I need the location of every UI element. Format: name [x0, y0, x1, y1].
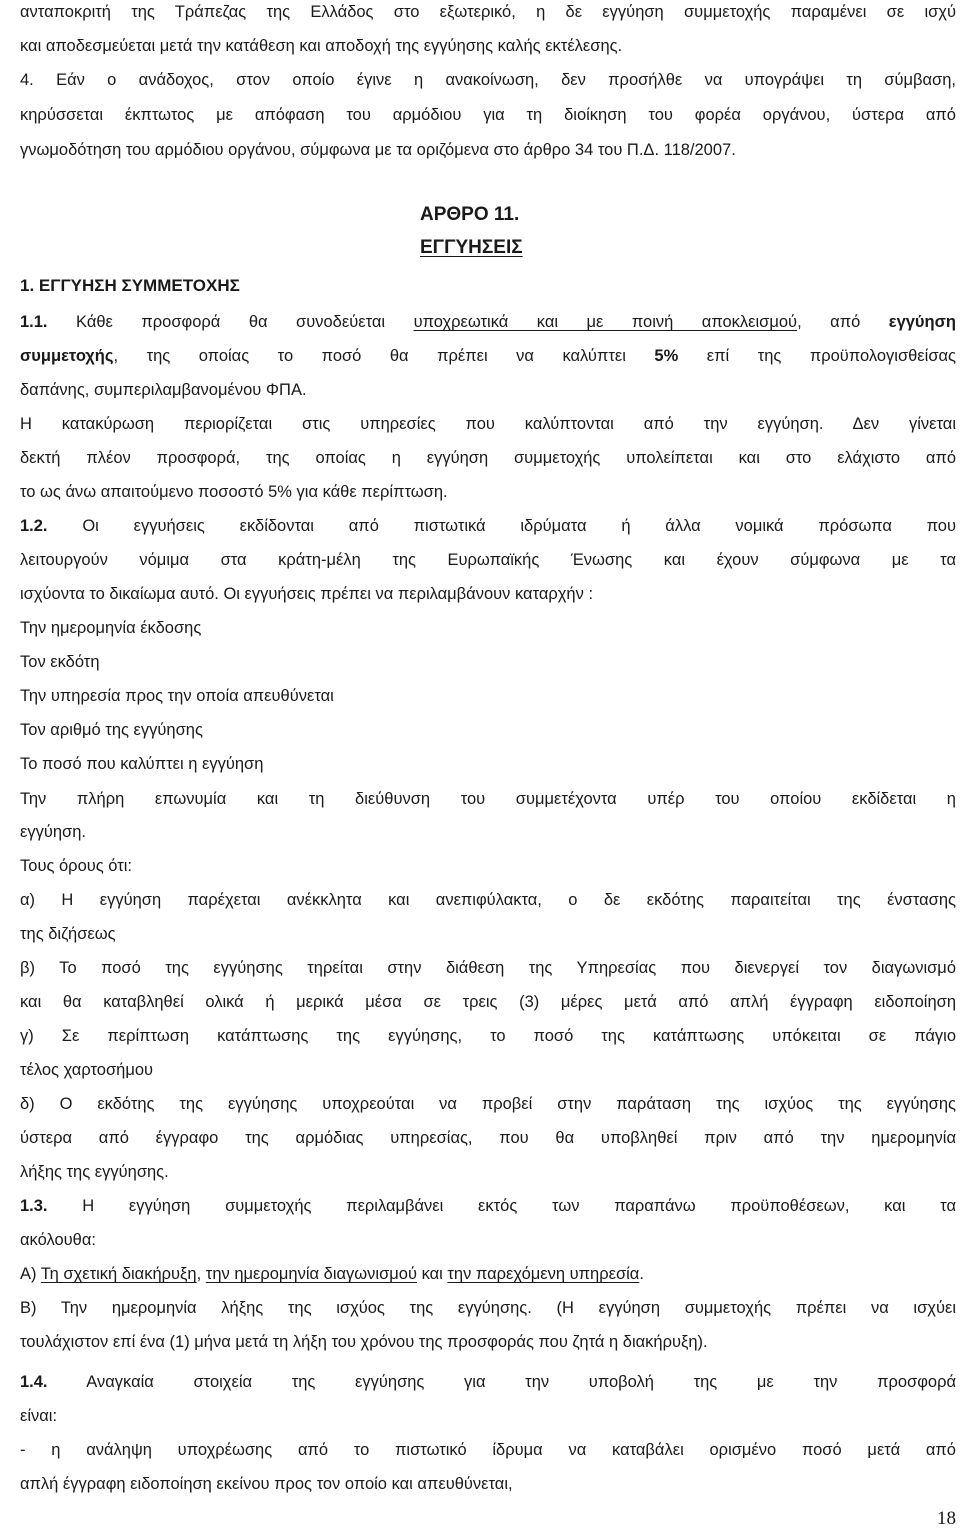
paragraph-1-3-item-b: Β) Την ημερομηνία λήξης της ισχύος της εγγύησης. (Η εγγύηση συμμετοχής πρέπει να ισχύει [20, 1299, 956, 1317]
text-line: ισχύοντα το δικαίωμα αυτό. Οι εγγυήσεις πρέπει να περιλαμβάνουν καταρχήν : [20, 585, 594, 603]
page-number: 18 [937, 1508, 956, 1529]
underlined-text: την παρεχόμενη υπηρεσία [447, 1265, 640, 1283]
list-item: Την ημερομηνία έκδοσης [20, 619, 202, 637]
term-a: α) Η εγγύηση παρέχεται ανέκκλητα και ανεπιφύλακτα, ο δε εκδότης παραιτείται της ένστασης [20, 891, 956, 909]
text-line: ακόλουθα: [20, 1231, 96, 1249]
paragraph-1-3-line [20, 1196, 956, 1216]
text-line: το ως άνω απαιτούμενο ποσοστό 5% για κάθε περίπτωση. [20, 483, 448, 501]
paragraph-number: 1.3. [20, 1197, 48, 1215]
list-item: Τον εκδότη [20, 653, 100, 671]
text-line: είναι: [20, 1407, 58, 1425]
list-item: Τον αριθμό της εγγύησης [20, 721, 203, 739]
article-subtitle: ΕΓΓΥΗΣΕΙΣ [420, 237, 523, 258]
text-line: και θα καταβληθεί ολικά ή μερικά μέσα σε τρεις (3) μέρες μετά από απλή έγγραφη ειδοποίηση [20, 993, 956, 1011]
text-span: και [416, 1265, 448, 1283]
text-span: Α) [20, 1265, 41, 1283]
text-line: λειτουργούν νόμιμα στα κράτη-μέλη της Ευρωπαϊκής Ένωσης και έχουν σύμφωνα με τα [20, 551, 956, 569]
underlined-text: την ημερομηνία διαγωνισμού [205, 1265, 417, 1283]
text-line: - η ανάληψη υποχρέωσης από το πιστωτικό ίδρυμα να καταβάλει ορισμένο ποσό μετά από [20, 1441, 956, 1459]
article-title: ΑΡΘΡΟ 11. [420, 204, 520, 225]
text-span: . [639, 1265, 644, 1283]
text-span: Οι εγγυήσεις εκδίδονται από πιστωτικά ιδρύματα ή άλλα νομικά πρόσωπα που [47, 517, 956, 535]
text-span: , της οποίας το ποσό θα πρέπει να καλύπτει [113, 347, 655, 365]
text-line: ανταποκριτή της Τράπεζας της Ελλάδος στο εξωτερικό, η δε εγγύηση συμμετοχής παραμένει σε ισχύ [20, 3, 956, 21]
text-line: της διζήσεως [20, 925, 116, 943]
paragraph-1-2-line [20, 516, 956, 536]
text-line: εγγύηση. [20, 823, 86, 841]
paragraph-number: 1.4. [20, 1373, 48, 1391]
paragraph-1-4-line [20, 1372, 956, 1392]
list-item: Την πλήρη επωνυμία και τη διεύθυνση του συμμετέχοντα υπέρ του οποίου εκδίδεται η [20, 790, 956, 808]
text-span: , [196, 1265, 206, 1283]
text-line: απλή έγγραφη ειδοποίηση εκείνου προς τον οποίο και απευθύνεται, [20, 1475, 513, 1493]
text-line: τουλάχιστον επί ένα (1) μήνα μετά τη λήξη του χρόνου της προσφοράς που ζητά η διακήρυξη). [20, 1333, 708, 1351]
list-item: Το ποσό που καλύπτει η εγγύηση [20, 755, 264, 773]
paragraph-number: 1.2. [20, 517, 48, 535]
section-title: 1. ΕΓΓΥΗΣΗ ΣΥΜΜΕΤΟΧΗΣ [20, 276, 240, 295]
list-item: Την υπηρεσία προς την οποία απευθύνεται [20, 687, 334, 705]
text-line: γνωμοδότηση του αρμόδιου οργάνου, σύμφωνα με τα οριζόμενα στο άρθρο 34 του Π.Δ. 118/2007. [20, 141, 736, 159]
text-line: ύστερα από έγγραφο της αρμόδιας υπηρεσίας, που θα υποβληθεί πριν από την ημερομηνία [20, 1129, 956, 1147]
paragraph-1-1-line [20, 346, 956, 366]
term-c: γ) Σε περίπτωση κατάπτωσης της εγγύησης, το ποσό της κατάπτωσης υπόκειται σε πάγιο [20, 1027, 956, 1045]
text-span: Κάθε προσφορά θα συνοδεύεται [47, 313, 414, 331]
text-line: τέλος χαρτοσήμου [20, 1061, 154, 1079]
bold-text: συμμετοχής [20, 347, 114, 365]
text-span: Αναγκαία στοιχεία της εγγύησης για την υποβολή της με την προσφορά [47, 1373, 956, 1391]
text-line: λήξης της εγγύησης. [20, 1163, 169, 1181]
text-line: δεκτή πλέον προσφορά, της οποίας η εγγύηση συμμετοχής υπολείπεται και στο ελάχιστο από [20, 449, 956, 467]
text-line: Η κατακύρωση περιορίζεται στις υπηρεσίες που καλύπτονται από την εγγύηση. Δεν γίνεται [20, 415, 956, 433]
text-line: και αποδεσμεύεται μετά την κατάθεση και αποδοχή της εγγύησης καλής εκτέλεσης. [20, 37, 623, 55]
term-b: β) Το ποσό της εγγύησης τηρείται στην διάθεση της Υπηρεσίας που διενεργεί τον διαγωνισμό [20, 959, 956, 977]
paragraph-number: 1.1. [20, 313, 48, 331]
text-line: κηρύσσεται έκπτωτος με απόφαση του αρμόδιου για τη διοίκηση του φορέα οργάνου, ύστερα από [20, 106, 956, 124]
term-d: δ) Ο εκδότης της εγγύησης υποχρεούται να προβεί στην παράταση της ισχύος της εγγύησης [20, 1095, 956, 1113]
terms-label: Τους όρους ότι: [20, 857, 133, 875]
bold-text: εγγύηση [888, 313, 956, 331]
text-line: δαπάνης, συμπεριλαμβανομένου ΦΠΑ. [20, 381, 307, 399]
text-span: επί της προϋπολογισθείσας [678, 347, 956, 365]
underlined-text: υποχρεωτικά και με ποινή αποκλεισμού [413, 313, 798, 331]
text-line: 4. Εάν ο ανάδοχος, στον οποίο έγινε η ανακοίνωση, δεν προσήλθε να υπογράψει τη σύμβαση, [20, 71, 956, 89]
text-span: Η εγγύηση συμμετοχής περιλαμβάνει εκτός των παραπάνω προϋποθέσεων, και τα [47, 1197, 956, 1215]
paragraph-1-3-item-a [20, 1264, 644, 1284]
bold-text: 5% [654, 347, 679, 365]
underlined-text: Τη σχετική διακήρυξη [40, 1265, 197, 1283]
paragraph-1-1-line [20, 312, 956, 332]
text-span: , από [797, 313, 889, 331]
